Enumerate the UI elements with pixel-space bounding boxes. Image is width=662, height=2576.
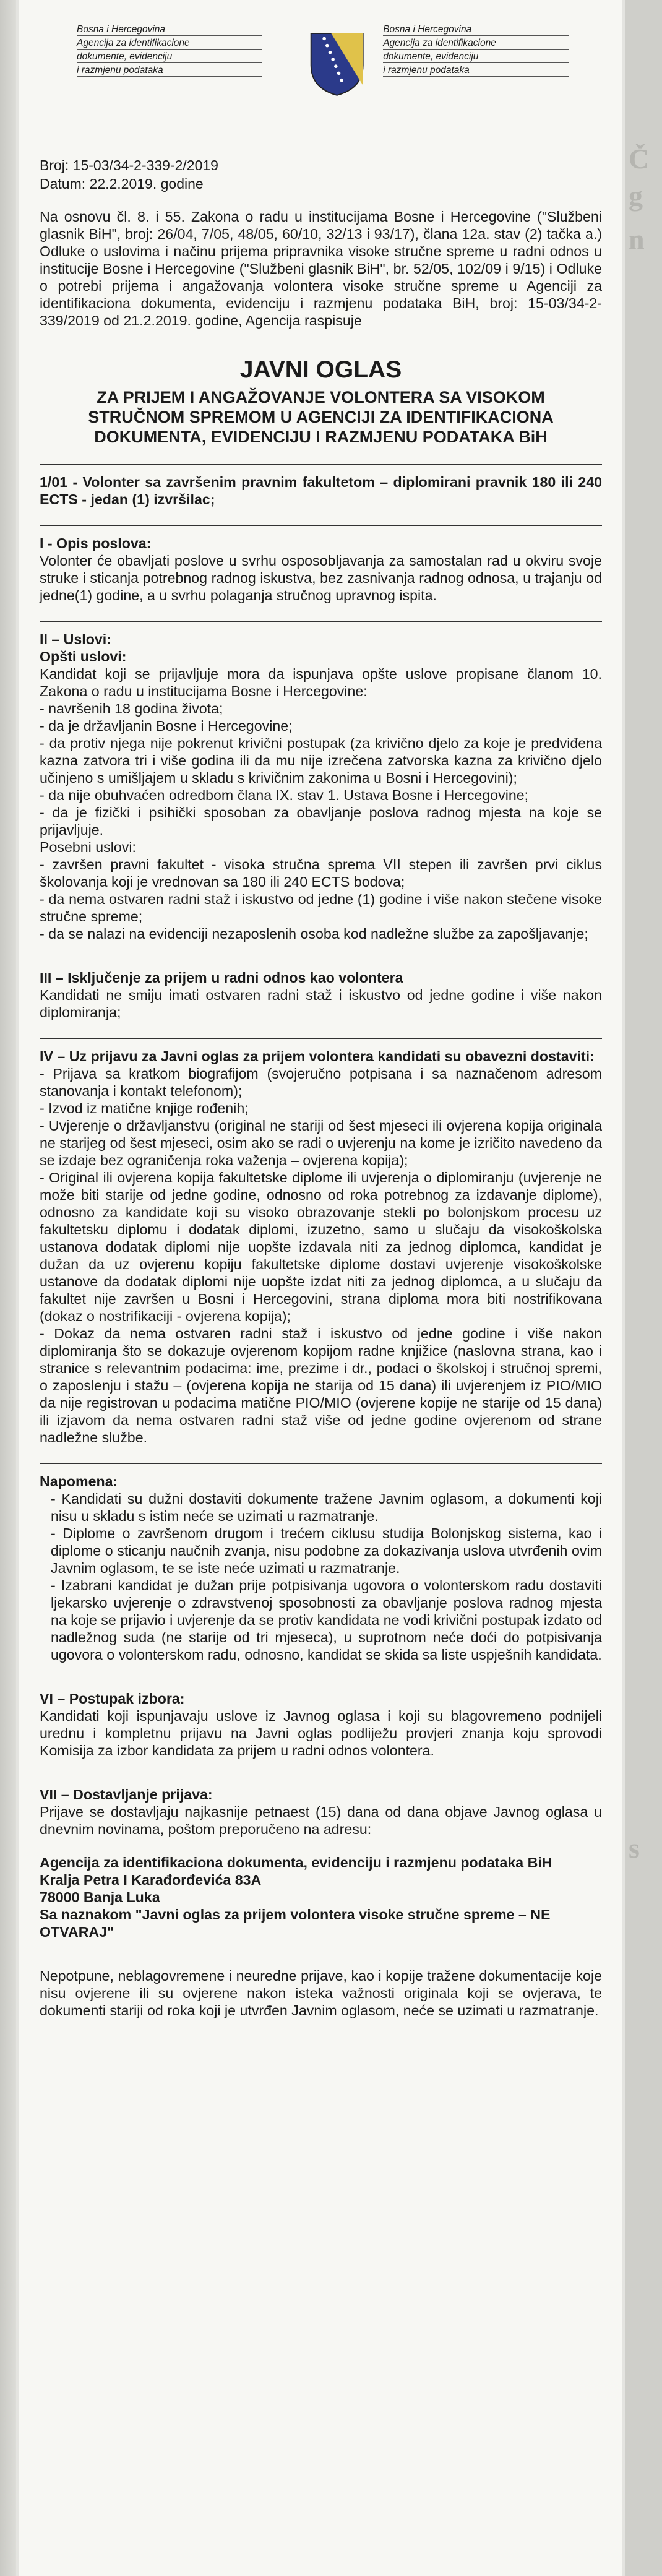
section-text: Volonter će obavljati poslove u svrhu osposobljavanja za samostalan rad u okviru svoje struke i sticanja potrebnog radnog iskustva, bez zasnivanja radnog odnosa, u trajanju od jedne(1) godine, a u svrhu polaganja stručnog upravnog ispita. (40, 553, 602, 603)
list-item: - da se nalazi na evidenciji nezaposlenih osoba kod nadležne službe za zapošljavanje; (40, 926, 588, 942)
section-text: Kandidati koji ispunjavaju uslove iz Javnog oglasa i koji su blagovremeno podnijeli urednu i kompletnu prijavu na Javni oglas podliježu provjeri znanja koju sprovodi Komisija za izbor kandidata za prijem u radni odnos volontera. (40, 1708, 602, 1759)
divider (40, 1463, 602, 1464)
divider (40, 621, 602, 622)
list-item: - navršenih 18 godina života; (40, 700, 223, 717)
list-item: - Diplome o završenom drugom i trećem ciklusu studija Bolonjskog sistema, kao i diplome o sticanju naučnih zvanja, nisu podobne za dokazivanja uslova utvrđenih ovim Javnim oglasom, te se iste neće uzimati u razmatranje. (51, 1525, 602, 1576)
page-subtitle: ZA PRIJEM I ANGAŽOVANJE VOLONTERA SA VISOKOM STRUČNOM SPREMOM U AGENCIJI ZA IDENTIFIKACIONA DOKUMENTA, EVIDENCIJU I RAZMJENU PODATAKA BiH (88, 388, 554, 446)
section-exclusion (40, 969, 602, 1021)
divider (40, 464, 602, 465)
page-title: JAVNI OGLAS (239, 356, 402, 383)
list-item: - Uvjerenje o državljanstvu (original ne stariji od šest mjeseci ili ovjerena kopija originala ne starijeg od šest mjeseci, osim ako se radi o uvjerenju na kome je izričito navedeno da se izdaje bez ograničenja roka važenja – ovjerena kopija); (40, 1118, 602, 1168)
list-item: - da je državljanin Bosne i Hercegovine; (40, 718, 293, 734)
document-date: Datum: 22.2.2019. godine (40, 176, 204, 192)
bih-coat-of-arms-icon (308, 30, 366, 98)
list-item: - Original ili ovjerena kopija fakultetske diplome ili uvjerenja o diplomiranju (uvjerenje ne može biti starije od jedne godine, odnosno od roka potrebnog za izdavanje diplome), odnosno za kandidate koji su visoko obrazovanje stekli po bolonjskom procesu uz fakultetsku diplomu i dodatak diplomi, izuzetno, samo u slučaju da visokoškolska ustanova dodatak diplomi nije uopšte izdavala niti za jednog diplomca, kandidat je dužan da uz ovjerenu kopiju fakultetske diplome dostavi uvjerenje visokoškolske ustanove da dodatak diplomi nije uopšte izdat niti za jednog diplomca, a u slučaju da fakultet nije završen u Bosni i Hercegovini, strana diploma mora biti nostrifikovana (dokaz o nostrifikaciji - ovjerena kopija); (40, 1170, 602, 1324)
closing-note: Nepotpune, neblagovremene i neuredne prijave, kao i kopije tražene dokumentacije koje nisu ovjerene ili su ovjerene nakon isteka važnosti originala koji se ovjerava, te dokumenti stariji od roka koji je utvrđen Javnim oglasom, neće se uzimati u razmatranje. (40, 1968, 602, 2018)
list-item: - Dokaz da nema ostvaren radni staž i iskustvo od jedne godine i više nakon diplomiranja što se dokazuje ovjerenom kopijom radne knjižice (naslovna strana, kao i stranice s relevantnim podacima: ime, prezime i dr., podaci o školskoj i stručnoj spremi, o zaposlenju i stažu – (ovjerena kopija ne starija od 15 dana) ili uvjerenjem iz PIO/MIO da nije registrovan u podacima matične PIO/MIO (ovjerene kopije ne starije od 15 dana) ili izjavom da nema ostvaren radni staž više od jedne godine ovjerenom od strane nadležne službe. (40, 1325, 602, 1445)
list-item: - Izvod iz matične knjige rođenih; (40, 1100, 249, 1116)
section-job-description (40, 535, 602, 604)
document-number: Broj: 15-03/34-2-339-2/2019 (40, 157, 218, 173)
section-text: Prijave se dostavljaju najkasnije petnaest (15) dana od dana objave Javnog oglasa u dnevnim novinama, poštom preporučeno na adresu: (40, 1804, 602, 1837)
address-line: 78000 Banja Luka (40, 1889, 160, 1905)
section-selection-procedure (40, 1690, 602, 1759)
list-item: - da protiv njega nije pokrenut krivični postupak (za krivično djelo za koje je predviđena kazna zatvora tri i više godina ili da mu nije izrečena zatvorska kazna za krivično djelo učinjeno s umišljajem u skladu s krivičnim zakonima u Bosni i Hercegovini); (40, 735, 602, 786)
list-item: - da nije obuhvaćen odredbom člana IX. stav 1. Ustava Bosne i Hercegovine; (40, 787, 529, 803)
section-title: Napomena: (40, 1473, 118, 1489)
divider (40, 525, 602, 526)
section-title: IV – Uz prijavu za Javni oglas za prijem volontera kandidati su obavezni dostaviti: (40, 1048, 595, 1064)
special-conditions-label: Posebni uslovi: (40, 839, 136, 855)
list-item: - Prijava sa kratkom biografijom (svojeručno potpisana i sa naznačenom adresom stanovanja i kontakt telefonom); (40, 1066, 602, 1099)
header-right-text: Bosna i Hercegovina Agencija za identifikacione dokumente, evidenciju i razmjenu podataka (366, 24, 602, 78)
document-meta (40, 156, 602, 193)
mailing-address (40, 1854, 602, 1941)
section-text: Kandidati ne smiju imati ostvaren radni staž i iskustvo od jedne godine i više nakon diplomiranja; (40, 987, 602, 1020)
section-conditions (40, 631, 602, 942)
divider (40, 1038, 602, 1039)
section-notes (40, 1473, 602, 1663)
address-line: Kralja Petra I Karađorđevića 83A (40, 1872, 262, 1888)
header-left-text: Bosna i Hercegovina Agencija za identifikacione dokumente, evidenciju i razmjenu podataka (40, 24, 296, 78)
list-item: - završen pravni fakultet - visoka stručna sprema VII stepen ili završen prvi ciklus školovanja koji je vrednovan sa 180 ili 240 ECTS bodova; (40, 856, 602, 890)
address-line: Agencija za identifikaciona dokumenta, evidenciju i razmjenu podataka BiH (40, 1854, 552, 1871)
section-title: II – Uslovi: (40, 631, 111, 647)
section-title: III – Isključenje za prijem u radni odnos kao volontera (40, 970, 403, 986)
section-title: I - Opis poslova: (40, 535, 152, 551)
section-required-documents (40, 1048, 602, 1446)
list-item: - da je fizički i psihički sposoban za obavljanje poslova radnog mjesta na koje se prijavljuje. (40, 804, 602, 838)
list-item: - Izabrani kandidat je dužan prije potpisivanja ugovora o volonterskom radu dostaviti ljekarsko uvjerenje o zdravstvenoj sposobnosti za obavljanje poslova radnog mjesta na koje se prijavio i uvjerenje da se protiv kandidata ne vodi krivični postupak izdato od nadležnog suda (ne starije od tri mjeseca), u suprotnom neće doći do potpisivanja ugovora o volonterskom radu, odnosno, kandidat se skida sa liste uspješnih kandidata. (51, 1577, 602, 1663)
address-line: Sa naznakom "Javni oglas za prijem volontera visoke stručne spreme – NE OTVARAJ" (40, 1906, 551, 1940)
advertisement-sheet (19, 0, 622, 2576)
section-submission (40, 1786, 602, 1941)
page-left-margin (0, 0, 16, 2576)
adjacent-page-bleed: Č g n s (625, 0, 662, 2576)
list-item: - da nema ostvaren radni staž i iskustvo od jedne (1) godine i više nakon stečene visoke stručne spreme; (40, 891, 602, 924)
legal-basis-intro: Na osnovu čl. 8. i 55. Zakona o radu u institucijama Bosne i Hercegovine ("Službeni glasnik BiH", broj: 26/04, 7/05, 48/05, 60/10, 32/13 i 93/17), člana 12a. stav (2) tačka a.) Odluke o uslovima i načinu prijema pripravnika visoke stručne spreme u radni odnos u institucije Bosne i Hercegovine ("Službeni glasnik BiH", br. 52/05, 102/09 i 9/15) i Odluke o potrebi prijema i angažovanja volontera visoke stručne spreme u Agenciji za identifikaciona dokumenta, evidenciju i razmjenu podataka BiH, broj: 15-03/34-2-339/2019 od 21.2.2019. godine, Agencija raspisuje (40, 209, 602, 329)
general-conditions-intro: Kandidat koji se prijavljuje mora da ispunjava opšte uslove propisane članom 10. Zakona o radu u institucijama Bosne i Hercegovine: (40, 666, 602, 699)
position-heading: 1/01 - Volonter sa završenim pravnim fakultetom – diplomirani pravnik 180 ili 240 ECTS - jedan (1) izvršilac; (40, 474, 602, 507)
list-item: - Kandidati su dužni dostaviti dokumente tražene Javnim oglasom, a dokumenti koji nisu u skladu s istim neće se uzimati u razmatranje. (51, 1491, 602, 1524)
section-title: VII – Dostavljanje prijava: (40, 1786, 213, 1803)
general-conditions-label: Opšti uslovi: (40, 648, 127, 665)
section-title: VI – Postupak izbora: (40, 1691, 185, 1707)
agency-header (40, 24, 602, 147)
